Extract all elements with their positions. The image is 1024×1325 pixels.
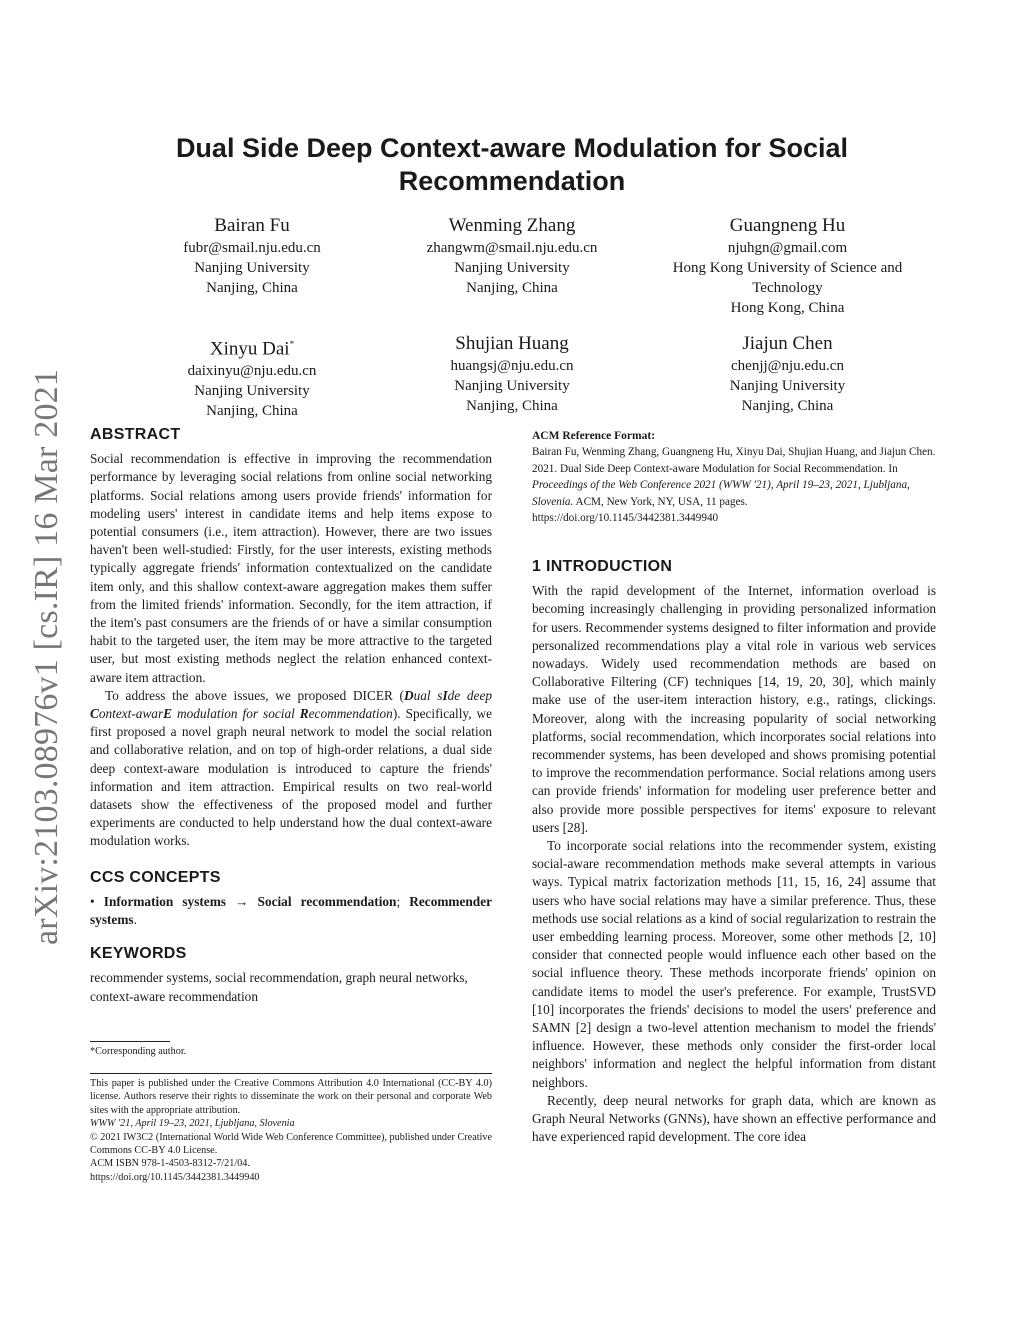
author-location: Nanjing, China [466, 280, 558, 296]
introduction-heading: 1 INTRODUCTION [532, 558, 673, 575]
acm-reference [532, 430, 936, 527]
license-copyright: © 2021 IW3C2 (International World Wide Web Conference Committee), published under Creative Commons CC-BY 4.0 License. [90, 1131, 492, 1157]
author-email: zhangwm@smail.nju.edu.cn [426, 240, 598, 256]
intro-paragraph: To incorporate social relations into the recommender system, existing social-aware recommendation methods make several attempts in various ways. Typical matrix factorization methods [11, 15, 16, 24] assume that users who have social relations may have a similar preference. Thus, these methods use social relations as a kind of social regularization to restrain the user embedding learning process. Moreover, some other methods [2, 10] consider that connected people would influence each other based on the social influence theory. These methods incorporate friends' opinion on candidate items to model the user's preference. For example, TrustSVD [10] incorporates the friends' decisions to model the users' preference and SAMN [2] design a two-level attention mechanism to model the friends' influence. However, these methods only consider the first-order local neighbors' information and neglect the helpful information from distant neighbors. [532, 838, 936, 1090]
author-email: chenjj@nju.edu.cn [731, 358, 844, 374]
author-email: huangsj@nju.edu.cn [450, 358, 574, 374]
author-location: Nanjing, China [206, 403, 298, 420]
author-affiliation: Nanjing University [729, 378, 846, 394]
author-name: Jiajun Chen [742, 333, 833, 354]
author-name: Guangneng Hu [729, 215, 846, 236]
footnote-rule [90, 1041, 170, 1042]
author-affiliation: Nanjing University [454, 378, 570, 394]
author-affiliation: Nanjing University [454, 260, 570, 276]
author-block [122, 332, 382, 421]
author-name: Wenming Zhang [448, 215, 576, 236]
author-location: Hong Kong, China [730, 300, 845, 316]
abstract-paragraph: To address the above issues, we proposed DICER (Dual sIde deep Context-awarE modulation for social Recommendation). Specifically, we first proposed a novel graph neural network to model the social relation and collaborative relation, and on top of high-order relations, a dual side deep context-aware modulation is introduced to capture the friends' information and item attraction. Empirical results on two real-world datasets show the effectiveness of the proposed model and further experiments are conducted to help understand how the dual context-aware modulation works. [90, 687, 493, 849]
author-block [650, 332, 925, 416]
author-affiliation: Hong Kong University of Science and Technology [672, 260, 903, 296]
arxiv-stamp: arXiv:2103.08976v1 [cs.IR] 16 Mar 2021 [28, 368, 65, 945]
intro-paragraph: With the rapid development of the Internet, information overload is becoming increasingly challenging in providing personalized information for users. Recommender systems designed to filter information and provide personalized recommendations play a vital role in various web services nowadays. Widely used recommendation methods are based on Collaborative Filtering (CF) techniques [14, 19, 20, 30], which mainly make use of the user-item interaction history, e.g., ratings, clickings. Moreover, along with the increasing popularity of social networking platforms, social recommendation, which incorporates social relations into recommender systems, has been developed and shows promising potential to improve the recommendation performance. Social relations among users can provide friends' information for modeling user preference better and also provide more possible perspectives for items' exposure to relevant users [28]. [532, 583, 936, 835]
acm-ref-text: Bairan Fu, Wenming Zhang, Guangneng Hu, Xinyu Dai, Shujian Huang, and Jiajun Chen. 2021. Dual Side Deep Context-aware Modulation for Social Recommendation. In Proceedings of the Web Conference 2021 (WWW '21), April 19–23, 2021, Ljubljana, Slovenia. ACM, New York, NY, USA, 11 pages. https://doi.org/10.1145/3442381.3449940 [532, 446, 936, 525]
author-name: Bairan Fu [214, 215, 290, 236]
author-email: fubr@smail.nju.edu.cn [183, 240, 321, 256]
author-name: Xinyu Dai [209, 338, 290, 360]
author-block [122, 214, 382, 298]
license-text: This paper is published under the Creative Commons Attribution 4.0 International (CC-BY 4.0) license. Authors reserve their rights to disseminate the work on their personal and corporate Web sites with the appropriate attribution. [90, 1078, 492, 1116]
author-block [392, 332, 632, 416]
license-rule [90, 1073, 492, 1074]
abstract-paragraph: Social recommendation is effective in improving the recommendation performance by leveraging social relations from online social networking platforms. Social relations among users provide friends' information for modeling users' interest in candidate items and help items expose to potential consumers (i.e., item attraction). However, there are two issues haven't been well-studied: Firstly, for the user interests, existing methods typically aggregate friends' information contextualized on the candidate item only, and this shallow context-aware aggregation makes them suffer from the limited friends' information. Secondly, for the item attraction, if the item's past consumers are the friends of or have a similar consumption habit to the targeted user, the item may be more attractive to the targeted user, but most existing methods neglect the relation enhanced context-aware item attraction. [90, 451, 492, 685]
left-column [90, 426, 492, 1006]
author-name: Shujian Huang [455, 333, 569, 354]
author-email: daixinyu@nju.edu.cn [187, 363, 317, 380]
right-column [532, 558, 936, 1147]
author-location: Nanjing, China [466, 398, 558, 414]
author-block [650, 214, 925, 318]
keywords-heading: KEYWORDS [90, 945, 187, 963]
author-affiliation: Nanjing University [194, 260, 310, 276]
author-location: Nanjing, China [206, 280, 298, 296]
author-affiliation: Nanjing University [194, 383, 310, 400]
intro-paragraph: Recently, deep neural networks for graph data, which are known as Graph Neural Networks (GNNs), have shown an effective performance and have experienced rapid development. The core idea [532, 1092, 936, 1145]
license-block [90, 1077, 492, 1184]
paper-title: Dual Side Deep Context-aware Modulation for Social Recommendation [175, 133, 849, 196]
ccs-heading: CCS CONCEPTS [90, 868, 221, 886]
acm-ref-heading: ACM Reference Format: [532, 430, 656, 442]
license-venue: WWW '21, April 19–23, 2021, Ljubljana, Slovenia [90, 1118, 295, 1130]
abstract-heading: ABSTRACT [90, 426, 181, 443]
footnote: *Corresponding author. [90, 1046, 187, 1057]
author-location: Nanjing, China [741, 398, 834, 414]
license-doi: https://doi.org/10.1145/3442381.3449940 [90, 1171, 260, 1183]
author-email: njuhgn@gmail.com [727, 240, 848, 256]
keywords-text: recommender systems, social recommendation, graph neural networks, context-aware recommendation [90, 970, 468, 1004]
ccs-concepts: • Information systems → Social recommendation; Recommender systems. [90, 893, 492, 928]
author-block [392, 214, 632, 298]
license-isbn: ACM ISBN 978-1-4503-8312-7/21/04. [90, 1158, 250, 1170]
corresponding-marker: * [289, 339, 295, 349]
